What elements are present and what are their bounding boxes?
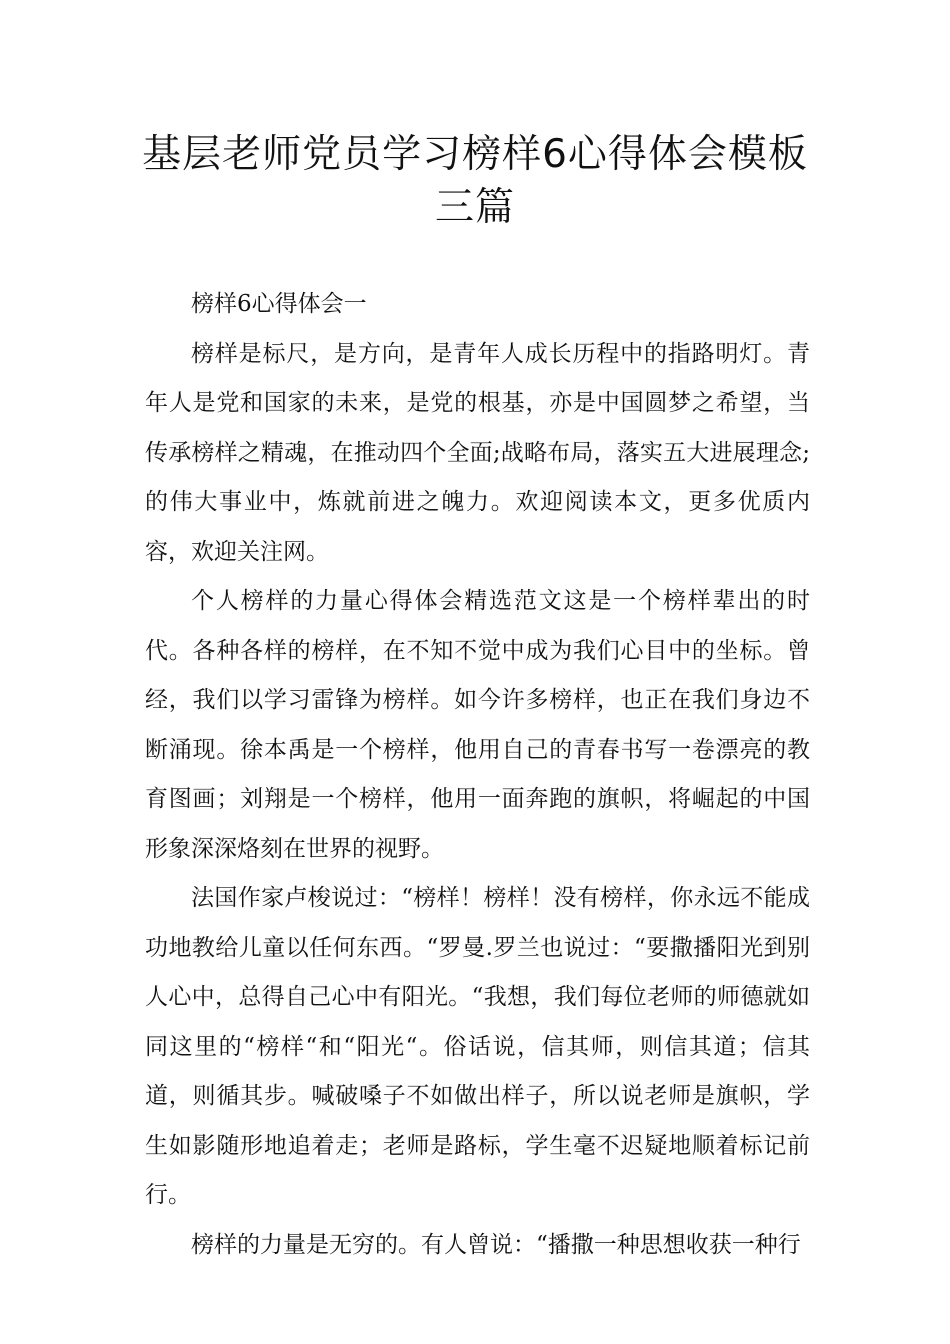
paragraph: 个人榜样的力量心得体会精选范文这是一个榜样辈出的时代。各种各样的榜样，在不知不觉中成为我们心目中的坐标。曾经，我们以学习雷锋为榜样。如今许多榜样，也正在我们身边不断涌现。徐本禹是一个榜样，他用自己的青春书写一卷漂亮的教育图画；刘翔是一个榜样，他用一面奔跑的旗帜，将崛起的中国形象深深烙刻在世界的视野。 <box>145 588 810 862</box>
section-heading: 榜样6心得体会一 <box>191 291 367 317</box>
paragraph: 法国作家卢梭说过：“榜样！榜样！没有榜样，你永远不能成功地教给儿童以任何东西。“罗曼.罗兰也说过：“要撒播阳光到别人心中，总得自己心中有阳光。“我想，我们每位老师的师德就如同这里的“榜样“和“阳光“。俗话说，信其师，则信其道；信其道，则循其步。喊破嗓子不如做出样子，所以说老师是旗帜，学生如影随形地追着走；老师是路标，学生毫不迟疑地顺着标记前行。 <box>145 885 810 1208</box>
paragraph: 榜样是标尺，是方向，是青年人成长历程中的指路明灯。青年人是党和国家的未来，是党的根基，亦是中国圆梦之希望，当传承榜样之精魂，在推动四个全面;战略布局，落实五大进展理念;的伟大事业中，炼就前进之魄力。欢迎阅读本文，更多优质内容，欢迎关注网。 <box>145 340 810 565</box>
document-title <box>120 128 830 234</box>
paragraph: 榜样的力量是无穷的。有人曾说：“播撒一种思想收获一种行 <box>191 1231 801 1258</box>
document-body <box>145 280 810 1270</box>
title-line-1: 基层老师党员学习榜样6心得体会模板 <box>142 132 808 177</box>
title-line-2: 三篇 <box>434 185 515 230</box>
